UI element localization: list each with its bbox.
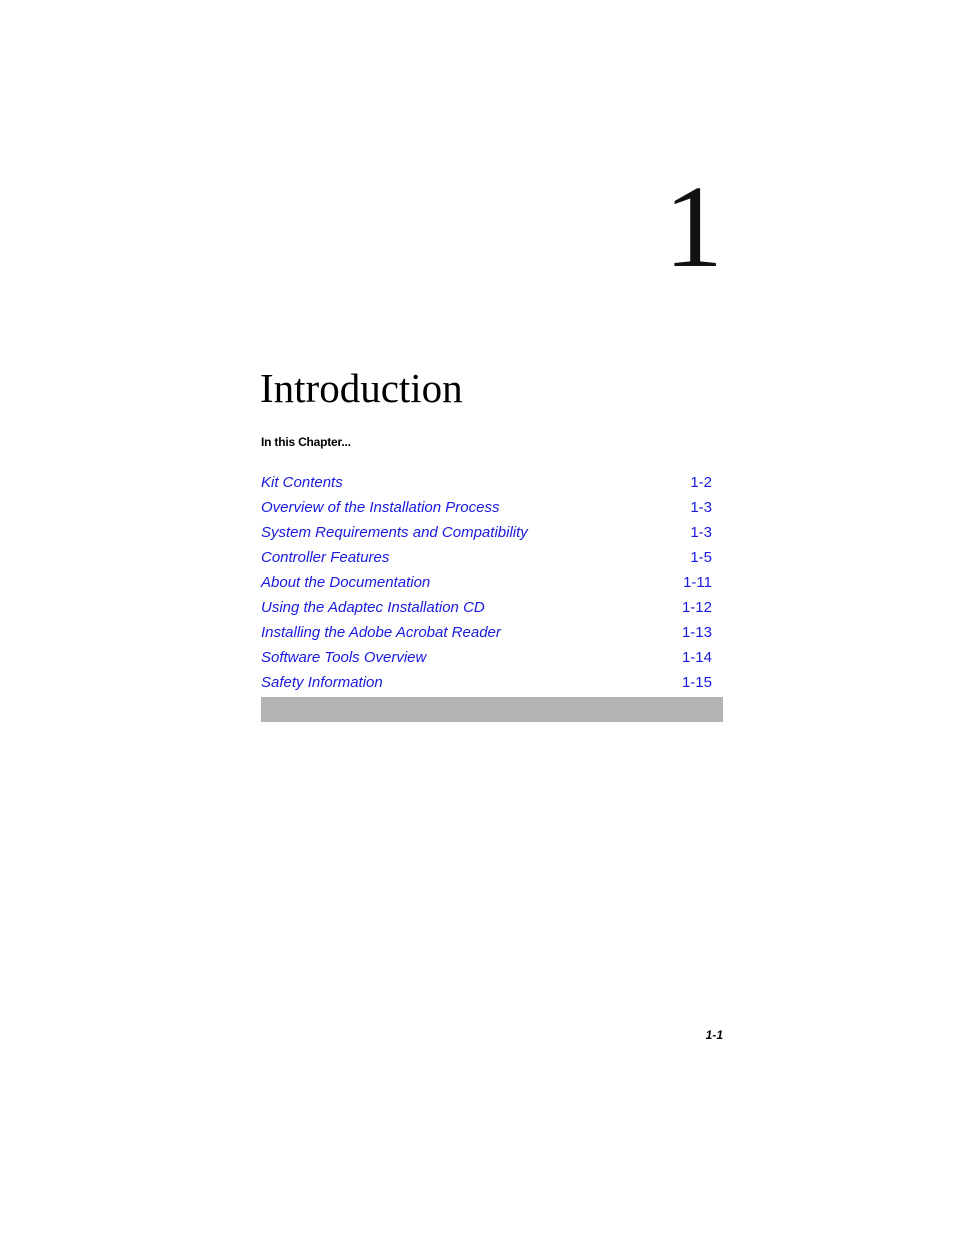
toc-item-page-link[interactable]: 1-5 bbox=[690, 549, 712, 566]
toc-item-title-link[interactable]: Overview of the Installation Process bbox=[261, 499, 500, 516]
toc-item-title-link[interactable]: About the Documentation bbox=[261, 574, 431, 591]
toc-item[interactable] bbox=[261, 620, 712, 645]
toc-item[interactable] bbox=[261, 595, 712, 620]
toc-item[interactable] bbox=[261, 570, 712, 595]
toc-item[interactable] bbox=[261, 495, 712, 520]
toc-item-page-link[interactable]: 1-13 bbox=[681, 624, 712, 641]
toc-item[interactable] bbox=[261, 670, 712, 695]
toc-item-title-link[interactable]: System Requirements and Compatibility bbox=[261, 524, 528, 541]
toc-item-title-link[interactable]: Safety Information bbox=[261, 674, 383, 691]
toc-item-page-link[interactable]: 1-12 bbox=[681, 599, 712, 616]
toc-item-title-link[interactable]: Kit Contents bbox=[261, 474, 343, 491]
toc-item[interactable] bbox=[261, 520, 712, 545]
toc-item-page-link[interactable]: 1-3 bbox=[690, 499, 712, 516]
toc-item[interactable] bbox=[261, 470, 712, 495]
toc-item-title-link[interactable]: Installing the Adobe Acrobat Reader bbox=[261, 624, 501, 641]
toc-item[interactable] bbox=[261, 545, 712, 570]
toc-item-title-link[interactable]: Using the Adaptec Installation CD bbox=[261, 599, 485, 616]
toc-item[interactable] bbox=[261, 645, 712, 670]
chapter-title: Introduction bbox=[260, 365, 463, 411]
toc-item-page-link[interactable]: 1-11 bbox=[683, 574, 712, 591]
toc-item-page-link[interactable]: 1-2 bbox=[690, 474, 712, 491]
chapter-toc bbox=[261, 470, 712, 695]
toc-item-page-link[interactable]: 1-14 bbox=[681, 649, 712, 666]
toc-item-title-link[interactable]: Software Tools Overview bbox=[261, 649, 427, 666]
in-this-chapter-label: In this Chapter... bbox=[261, 435, 351, 449]
toc-item-title-link[interactable]: Controller Features bbox=[261, 549, 390, 566]
toc-item-page-link[interactable]: 1-15 bbox=[681, 674, 712, 691]
toc-item-page-link[interactable]: 1-3 bbox=[690, 524, 712, 541]
page-number: 1-1 bbox=[705, 1028, 723, 1042]
chapter-number: 1 bbox=[664, 161, 723, 292]
toc-divider-bar bbox=[261, 697, 723, 722]
